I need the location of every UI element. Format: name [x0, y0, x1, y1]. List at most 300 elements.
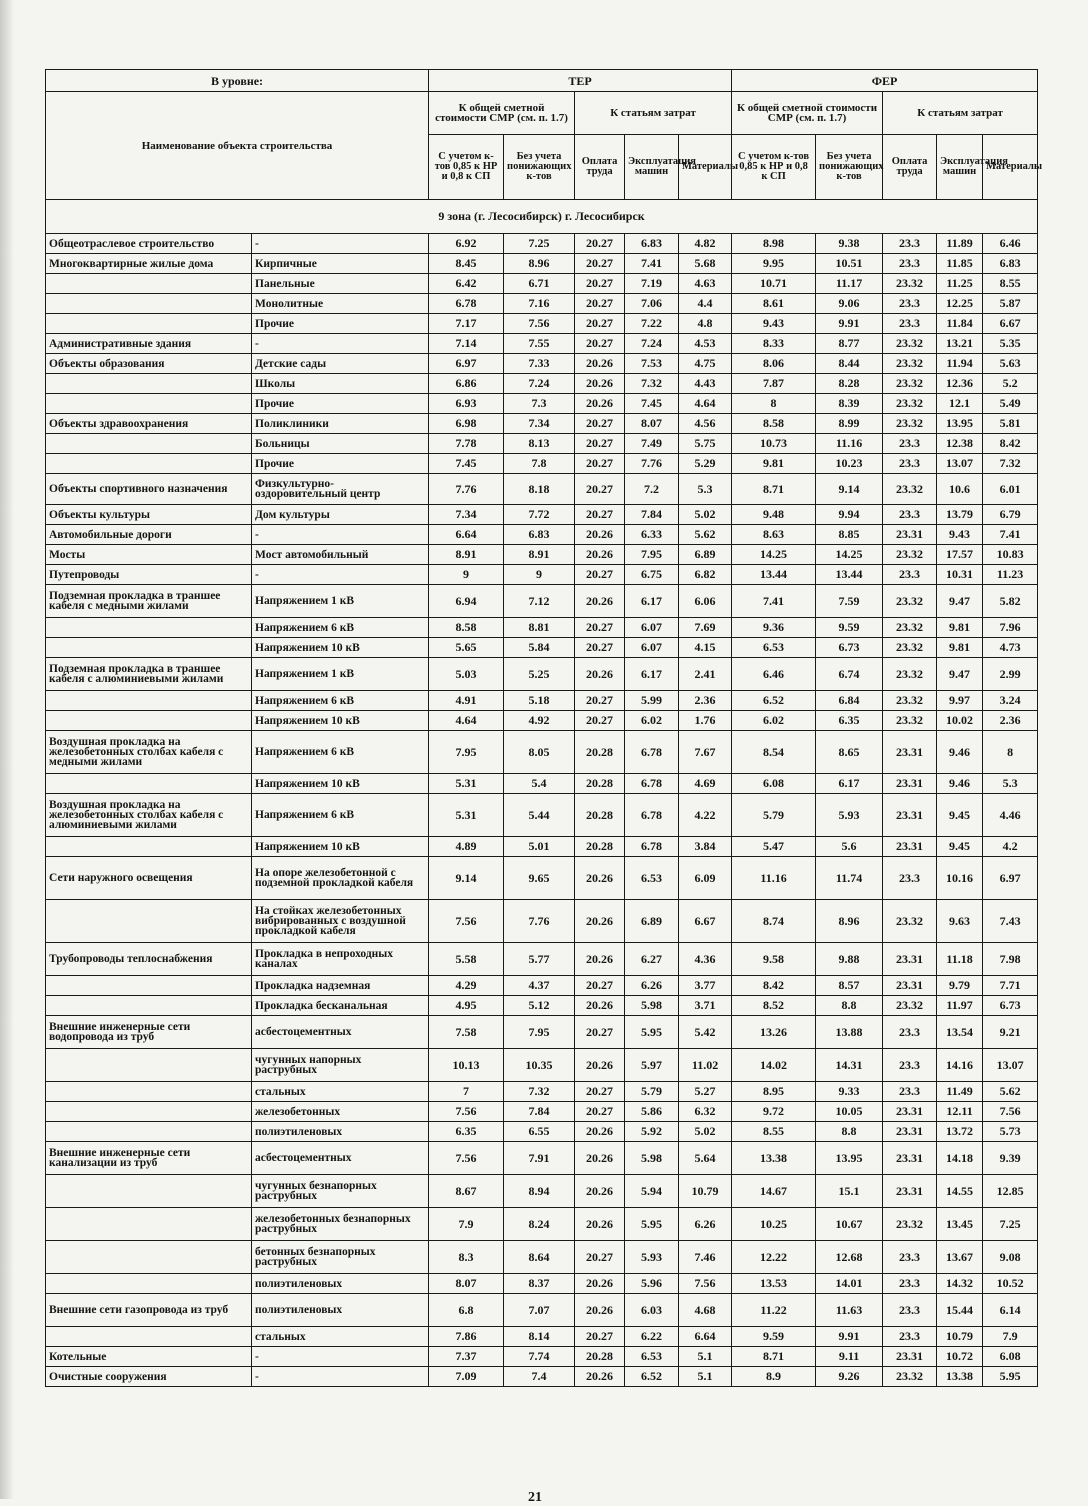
value-cell: 5.42 — [679, 1016, 732, 1049]
value-cell: 7.53 — [625, 354, 679, 374]
object-category — [46, 434, 252, 454]
value-cell: 6.97 — [429, 354, 504, 374]
value-cell: 7.78 — [429, 434, 504, 454]
value-cell: 11.18 — [937, 943, 983, 976]
table-row — [46, 254, 1038, 274]
fer-without-k-header: Без учета понижающих к-тов — [816, 135, 883, 200]
value-cell: 9.46 — [937, 774, 983, 794]
object-category — [46, 454, 252, 474]
value-cell: 23.32 — [883, 545, 937, 565]
value-cell: 10.67 — [816, 1208, 883, 1241]
ter-with-k-header: С учетом к-тов 0,85 к НР и 0,8 к СП — [429, 135, 504, 200]
object-subtype: Напряжением 1 кВ — [252, 585, 429, 618]
value-cell: 5.3 — [983, 774, 1038, 794]
value-cell: 4.69 — [679, 774, 732, 794]
value-cell: 4.64 — [429, 711, 504, 731]
value-cell: 7.56 — [429, 900, 504, 943]
value-cell: 20.26 — [575, 354, 625, 374]
value-cell: 7.06 — [625, 294, 679, 314]
value-cell: 23.31 — [883, 1347, 937, 1367]
value-cell: 7.56 — [429, 1142, 504, 1175]
value-cell: 5.65 — [429, 638, 504, 658]
value-cell: 7.74 — [504, 1347, 575, 1367]
value-cell: 8.81 — [504, 618, 575, 638]
value-cell: 5.79 — [625, 1082, 679, 1102]
value-cell: 9.11 — [816, 1347, 883, 1367]
value-cell: 7.32 — [983, 454, 1038, 474]
value-cell: 6.26 — [625, 976, 679, 996]
value-cell: 20.26 — [575, 1175, 625, 1208]
table-row — [46, 711, 1038, 731]
object-category — [46, 711, 252, 731]
object-subtype: железобетонных — [252, 1102, 429, 1122]
value-cell: 7.76 — [625, 454, 679, 474]
object-category: Подземная прокладка в траншее кабеля с медными жилами — [46, 585, 252, 618]
object-subtype: Монолитные — [252, 294, 429, 314]
table-row — [46, 394, 1038, 414]
value-cell: 8.64 — [504, 1241, 575, 1274]
value-cell: 6.53 — [732, 638, 816, 658]
value-cell: 12.22 — [732, 1241, 816, 1274]
value-cell: 20.27 — [575, 691, 625, 711]
value-cell: 6.46 — [732, 658, 816, 691]
value-cell: 23.3 — [883, 454, 937, 474]
value-cell: 8.13 — [504, 434, 575, 454]
value-cell: 6.09 — [679, 857, 732, 900]
object-subtype: стальных — [252, 1327, 429, 1347]
value-cell: 20.26 — [575, 943, 625, 976]
value-cell: 7.17 — [429, 314, 504, 334]
value-cell: 9.97 — [937, 691, 983, 711]
value-cell: 7.55 — [504, 334, 575, 354]
value-cell: 9.94 — [816, 505, 883, 525]
value-cell: 2.41 — [679, 658, 732, 691]
value-cell: 23.31 — [883, 837, 937, 857]
value-cell: 9.72 — [732, 1102, 816, 1122]
object-subtype: асбестоцементных — [252, 1016, 429, 1049]
value-cell: 7.32 — [625, 374, 679, 394]
value-cell: 23.32 — [883, 900, 937, 943]
value-cell: 8 — [732, 394, 816, 414]
value-cell: 5.1 — [679, 1367, 732, 1387]
value-cell: 8.74 — [732, 900, 816, 943]
object-subtype: Напряжением 6 кВ — [252, 794, 429, 837]
value-cell: 7.07 — [504, 1294, 575, 1327]
value-cell: 20.28 — [575, 837, 625, 857]
table-row — [46, 1367, 1038, 1387]
value-cell: 9.47 — [937, 658, 983, 691]
value-cell: 11.85 — [937, 254, 983, 274]
object-subtype: Напряжением 1 кВ — [252, 658, 429, 691]
value-cell: 8 — [983, 731, 1038, 774]
value-cell: 9.58 — [732, 943, 816, 976]
value-cell: 20.27 — [575, 414, 625, 434]
value-cell: 5.93 — [625, 1241, 679, 1274]
value-cell: 9.45 — [937, 794, 983, 837]
value-cell: 7.41 — [625, 254, 679, 274]
object-category — [46, 1241, 252, 1274]
value-cell: 10.79 — [679, 1175, 732, 1208]
value-cell: 3.84 — [679, 837, 732, 857]
value-cell: 5.84 — [504, 638, 575, 658]
value-cell: 23.31 — [883, 525, 937, 545]
value-cell: 6.74 — [816, 658, 883, 691]
object-category — [46, 1175, 252, 1208]
value-cell: 6.78 — [625, 774, 679, 794]
value-cell: 8.44 — [816, 354, 883, 374]
table-row — [46, 565, 1038, 585]
value-cell: 7.45 — [625, 394, 679, 414]
value-cell: 7.98 — [983, 943, 1038, 976]
fer-materials-header: Материалы — [983, 135, 1038, 200]
value-cell: 6.06 — [679, 585, 732, 618]
value-cell: 8.8 — [816, 996, 883, 1016]
value-cell: 7.72 — [504, 505, 575, 525]
value-cell: 6.93 — [429, 394, 504, 414]
value-cell: 23.32 — [883, 638, 937, 658]
value-cell: 7.76 — [429, 474, 504, 505]
value-cell: 6.17 — [625, 658, 679, 691]
value-cell: 7.56 — [429, 1102, 504, 1122]
value-cell: 5.12 — [504, 996, 575, 1016]
value-cell: 10.16 — [937, 857, 983, 900]
value-cell: 23.3 — [883, 1241, 937, 1274]
object-subtype: Напряжением 10 кВ — [252, 837, 429, 857]
object-subtype: Прочие — [252, 454, 429, 474]
value-cell: 8.28 — [816, 374, 883, 394]
value-cell: 23.3 — [883, 1294, 937, 1327]
value-cell: 6.35 — [816, 711, 883, 731]
value-cell: 9.08 — [983, 1241, 1038, 1274]
value-cell: 4.36 — [679, 943, 732, 976]
object-category: Общеотраслевое строительство — [46, 234, 252, 254]
table-row — [46, 794, 1038, 837]
value-cell: 20.28 — [575, 774, 625, 794]
value-cell: 8.14 — [504, 1327, 575, 1347]
value-cell: 7.3 — [504, 394, 575, 414]
value-cell: 4.91 — [429, 691, 504, 711]
value-cell: 6.78 — [625, 794, 679, 837]
value-cell: 20.26 — [575, 1049, 625, 1082]
value-cell: 20.26 — [575, 1122, 625, 1142]
value-cell: 7.67 — [679, 731, 732, 774]
value-cell: 9.14 — [429, 857, 504, 900]
value-cell: 20.27 — [575, 565, 625, 585]
value-cell: 13.44 — [732, 565, 816, 585]
zone-title: 9 зона (г. Лесосибирск) г. Лесосибирск — [46, 200, 1038, 234]
value-cell: 20.27 — [575, 474, 625, 505]
table-row — [46, 434, 1038, 454]
value-cell: 23.32 — [883, 585, 937, 618]
object-category: Воздушная прокладка на железобетонных столбах кабеля с медными жилами — [46, 731, 252, 774]
value-cell: 7.71 — [983, 976, 1038, 996]
value-cell: 9.48 — [732, 505, 816, 525]
value-cell: 7.12 — [504, 585, 575, 618]
value-cell: 10.05 — [816, 1102, 883, 1122]
table-row — [46, 943, 1038, 976]
table-row — [46, 1082, 1038, 1102]
value-cell: 9.59 — [816, 618, 883, 638]
value-cell: 8.45 — [429, 254, 504, 274]
value-cell: 20.27 — [575, 618, 625, 638]
object-subtype: Прокладка в непроходных каналах — [252, 943, 429, 976]
table-row — [46, 545, 1038, 565]
object-category: Объекты культуры — [46, 505, 252, 525]
value-cell: 23.32 — [883, 1367, 937, 1387]
table-row — [46, 1274, 1038, 1294]
value-cell: 5.62 — [679, 525, 732, 545]
value-cell: 5.18 — [504, 691, 575, 711]
value-cell: 7.9 — [983, 1327, 1038, 1347]
value-cell: 4.64 — [679, 394, 732, 414]
value-cell: 13.95 — [937, 414, 983, 434]
value-cell: 11.94 — [937, 354, 983, 374]
object-subtype: - — [252, 1347, 429, 1367]
value-cell: 23.3 — [883, 434, 937, 454]
object-subtype: асбестоцементных — [252, 1142, 429, 1175]
value-cell: 10.31 — [937, 565, 983, 585]
table-row — [46, 1142, 1038, 1175]
object-category: Внешние сети газопровода из труб — [46, 1294, 252, 1327]
value-cell: 12.85 — [983, 1175, 1038, 1208]
table-row — [46, 1241, 1038, 1274]
value-cell: 23.31 — [883, 1142, 937, 1175]
ter-without-k-header: Без учета понижающих к-тов — [504, 135, 575, 200]
object-subtype: Прочие — [252, 394, 429, 414]
value-cell: 23.31 — [883, 794, 937, 837]
value-cell: 6.75 — [625, 565, 679, 585]
value-cell: 6.94 — [429, 585, 504, 618]
value-cell: 13.95 — [816, 1142, 883, 1175]
value-cell: 6.53 — [625, 857, 679, 900]
value-cell: 6.32 — [679, 1102, 732, 1122]
value-cell: 14.25 — [816, 545, 883, 565]
value-cell: 3.77 — [679, 976, 732, 996]
object-subtype: полиэтиленовых — [252, 1122, 429, 1142]
value-cell: 5.86 — [625, 1102, 679, 1122]
value-cell: 5.99 — [625, 691, 679, 711]
object-subtype: На стойках железобетонных вибрированных с воздушной прокладкой кабеля — [252, 900, 429, 943]
value-cell: 8.33 — [732, 334, 816, 354]
object-subtype: - — [252, 234, 429, 254]
object-category: Котельные — [46, 1347, 252, 1367]
value-cell: 5.96 — [625, 1274, 679, 1294]
value-cell: 9.95 — [732, 254, 816, 274]
value-cell: 23.32 — [883, 711, 937, 731]
table-row — [46, 334, 1038, 354]
value-cell: 23.3 — [883, 565, 937, 585]
value-cell: 6.84 — [816, 691, 883, 711]
value-cell: 23.3 — [883, 294, 937, 314]
value-cell: 9.81 — [937, 638, 983, 658]
value-cell: 20.27 — [575, 1082, 625, 1102]
value-cell: 13.67 — [937, 1241, 983, 1274]
value-cell: 6.46 — [983, 234, 1038, 254]
value-cell: 11.02 — [679, 1049, 732, 1082]
value-cell: 23.31 — [883, 774, 937, 794]
value-cell: 7.24 — [504, 374, 575, 394]
table-row — [46, 976, 1038, 996]
value-cell: 23.32 — [883, 414, 937, 434]
value-cell: 6.22 — [625, 1327, 679, 1347]
value-cell: 23.31 — [883, 976, 937, 996]
value-cell: 7.95 — [429, 731, 504, 774]
object-category: Объекты спортивного назначения — [46, 474, 252, 505]
value-cell: 9.79 — [937, 976, 983, 996]
value-cell: 23.3 — [883, 1082, 937, 1102]
value-cell: 23.32 — [883, 354, 937, 374]
value-cell: 5.3 — [679, 474, 732, 505]
value-cell: 11.23 — [983, 565, 1038, 585]
value-cell: 6.79 — [983, 505, 1038, 525]
value-cell: 5.95 — [625, 1208, 679, 1241]
value-cell: 7.69 — [679, 618, 732, 638]
value-cell: 11.97 — [937, 996, 983, 1016]
value-cell: 7.96 — [983, 618, 1038, 638]
value-cell: 9.26 — [816, 1367, 883, 1387]
value-cell: 7.43 — [983, 900, 1038, 943]
value-cell: 5.95 — [983, 1367, 1038, 1387]
value-cell: 6.17 — [816, 774, 883, 794]
value-cell: 6.83 — [504, 525, 575, 545]
object-category — [46, 1049, 252, 1082]
value-cell: 23.32 — [883, 374, 937, 394]
value-cell: 5.2 — [983, 374, 1038, 394]
value-cell: 4.8 — [679, 314, 732, 334]
value-cell: 8.98 — [732, 234, 816, 254]
value-cell: 20.28 — [575, 1347, 625, 1367]
value-cell: 20.27 — [575, 314, 625, 334]
value-cell: 20.27 — [575, 505, 625, 525]
value-cell: 11.89 — [937, 234, 983, 254]
fer-header: ФЕР — [732, 70, 1038, 92]
value-cell: 7.91 — [504, 1142, 575, 1175]
value-cell: 6.78 — [429, 294, 504, 314]
value-cell: 6.52 — [732, 691, 816, 711]
value-cell: 11.84 — [937, 314, 983, 334]
table-row — [46, 658, 1038, 691]
value-cell: 20.27 — [575, 454, 625, 474]
value-cell: 11.17 — [816, 274, 883, 294]
value-cell: 23.3 — [883, 234, 937, 254]
value-cell: 10.52 — [983, 1274, 1038, 1294]
value-cell: 14.25 — [732, 545, 816, 565]
value-cell: 8.95 — [732, 1082, 816, 1102]
value-cell: 5.63 — [983, 354, 1038, 374]
value-cell: 7.56 — [504, 314, 575, 334]
table-row — [46, 234, 1038, 254]
value-cell: 9.63 — [937, 900, 983, 943]
value-cell: 23.32 — [883, 658, 937, 691]
value-cell: 11.25 — [937, 274, 983, 294]
value-cell: 20.26 — [575, 658, 625, 691]
value-cell: 4.75 — [679, 354, 732, 374]
object-subtype: Прокладка бесканальная — [252, 996, 429, 1016]
object-subtype: Напряжением 6 кВ — [252, 618, 429, 638]
fer-total-header: К общей сметной стоимости СМР (см. п. 1.7) — [732, 92, 883, 135]
object-category: Автомобильные дороги — [46, 525, 252, 545]
value-cell: 8.54 — [732, 731, 816, 774]
table-row — [46, 474, 1038, 505]
value-cell: 5.79 — [732, 794, 816, 837]
value-cell: 6.89 — [625, 900, 679, 943]
value-cell: 12.38 — [937, 434, 983, 454]
ter-header: ТЕР — [429, 70, 732, 92]
value-cell: 14.18 — [937, 1142, 983, 1175]
table-row — [46, 691, 1038, 711]
value-cell: 5.75 — [679, 434, 732, 454]
value-cell: 23.3 — [883, 1327, 937, 1347]
object-category — [46, 900, 252, 943]
object-category — [46, 837, 252, 857]
value-cell: 6.08 — [732, 774, 816, 794]
value-cell: 23.3 — [883, 314, 937, 334]
value-cell: 9.65 — [504, 857, 575, 900]
value-cell: 7.25 — [504, 234, 575, 254]
value-cell: 4.29 — [429, 976, 504, 996]
object-subtype: Мост автомобильный — [252, 545, 429, 565]
table-row — [46, 618, 1038, 638]
value-cell: 14.01 — [816, 1274, 883, 1294]
value-cell: 6.73 — [816, 638, 883, 658]
fer-with-k-header: С учетом к-тов 0,85 к НР и 0,8 к СП — [732, 135, 816, 200]
value-cell: 8.42 — [732, 976, 816, 996]
value-cell: 20.26 — [575, 545, 625, 565]
value-cell: 4.95 — [429, 996, 504, 1016]
value-cell: 7.09 — [429, 1367, 504, 1387]
value-cell: 23.31 — [883, 731, 937, 774]
value-cell: 7.49 — [625, 434, 679, 454]
value-cell: 8.96 — [816, 900, 883, 943]
object-category: Многоквартирные жилые дома — [46, 254, 252, 274]
value-cell: 7.95 — [625, 545, 679, 565]
object-category — [46, 394, 252, 414]
value-cell: 7.41 — [732, 585, 816, 618]
object-category: Административные здания — [46, 334, 252, 354]
value-cell: 7.58 — [429, 1016, 504, 1049]
value-cell: 5.31 — [429, 794, 504, 837]
value-cell: 5.93 — [816, 794, 883, 837]
object-category — [46, 314, 252, 334]
value-cell: 10.73 — [732, 434, 816, 454]
value-cell: 14.02 — [732, 1049, 816, 1082]
value-cell: 6.64 — [679, 1327, 732, 1347]
value-cell: 20.27 — [575, 638, 625, 658]
value-cell: 8.91 — [504, 545, 575, 565]
value-cell: 4.63 — [679, 274, 732, 294]
object-subtype: Дом культуры — [252, 505, 429, 525]
value-cell: 6.78 — [625, 837, 679, 857]
value-cell: 20.26 — [575, 900, 625, 943]
value-cell: 7.46 — [679, 1241, 732, 1274]
page-number: 21 — [528, 1490, 542, 1505]
value-cell: 9.59 — [732, 1327, 816, 1347]
value-cell: 8.18 — [504, 474, 575, 505]
value-cell: 8.71 — [732, 1347, 816, 1367]
object-name-header: Наименование объекта строительства — [46, 92, 429, 200]
value-cell: 6.26 — [679, 1208, 732, 1241]
value-cell: 20.26 — [575, 585, 625, 618]
value-cell: 3.24 — [983, 691, 1038, 711]
value-cell: 6.67 — [983, 314, 1038, 334]
value-cell: 9.33 — [816, 1082, 883, 1102]
value-cell: 4.2 — [983, 837, 1038, 857]
value-cell: 8.99 — [816, 414, 883, 434]
value-cell: 5.58 — [429, 943, 504, 976]
table-row — [46, 374, 1038, 394]
value-cell: 11.16 — [732, 857, 816, 900]
object-subtype: Напряжением 10 кВ — [252, 638, 429, 658]
